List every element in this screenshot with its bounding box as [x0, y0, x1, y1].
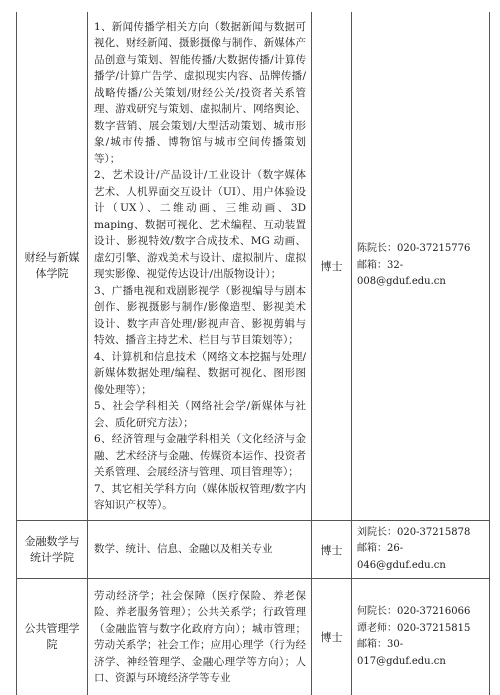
table-row-degree [312, 12, 351, 520]
table-row-majors [94, 521, 306, 578]
column-divider-1 [87, 12, 88, 695]
contact-line: 刘院长：020-37215878 [357, 526, 471, 538]
table-border-right [489, 12, 490, 695]
degree-label: 博士 [320, 260, 343, 273]
degree-label: 博士 [320, 543, 343, 557]
table-row-college [20, 12, 84, 520]
contact-line: 邮箱：30-017@gduf.edu.cn [357, 639, 446, 667]
table-row-majors [94, 12, 306, 520]
major-item: 1、新闻传播学相关方向（数据新闻与数据可视化、财经新闻、摄影摄像与制作、新媒体产品创意与策划、智能传播/大数据传播/计算传播学/计算广告学、虚拟现实内容、品牌传播/战略传播/公关策划/财经公关/投资者关系管理、游戏研究与策划、虚拟制片、网络舆论、数字营销、展会策划/大型活动策划、城市形象/城市传播、博物馆与城市空间传播策划等）； [94, 20, 306, 165]
column-divider-3 [351, 12, 352, 695]
major-item: 5、社会学科相关（网络社会学/新媒体与社会、质化研究方法）； [94, 400, 306, 429]
college-name: 财经与新媒体学院 [24, 251, 80, 280]
contact-line: 邮箱：32-008@gduf.edu.cn [357, 259, 446, 288]
table-row-degree [312, 521, 351, 578]
major-item: 6、经济管理与金融学科相关（文化经济与金融、艺术经济与金融、传媒资本运作、投资者关系管理、会展经济与管理、项目管理等）； [94, 433, 306, 478]
major-item: 3、广播电视和戏剧影视学（影视编导与剧本创作、影视摄影与制作/影像造型、影视美术设计、数字声音处理/影视声音、影视剪辑与特效、播音主持艺术、栏目与节目策划等）； [94, 284, 306, 346]
table-row-contact [357, 12, 489, 520]
major-item: 数学、统计、信息、金融以及相关专业 [94, 543, 273, 556]
table-row-degree [312, 579, 351, 695]
contact-line: 邮箱：26-046@gduf.edu.cn [357, 543, 446, 571]
college-name: 公共管理学院 [24, 622, 80, 651]
major-item: 7、其它相关学科方向（媒体版权管理/数字内容知识产权等）。 [94, 482, 306, 511]
contact-line: 何院长：020-37216066 [357, 606, 471, 617]
table-row-college [20, 579, 84, 695]
contact-line: 谭老师：020-37215815 [357, 622, 471, 634]
table-row-majors [94, 579, 306, 695]
major-item: 劳动经济学；社会保障（医疗保险、养老保险、养老服务管理）；公共关系学；行政管理（金融监管与数字化政府方向）；城市管理；劳动关系学；社会工作；应用心理学（行为经济学、神经管理学、金融心理学等方向）；人口、资源与环境经济学等专业 [94, 589, 306, 684]
degree-label: 博士 [320, 631, 343, 644]
table-row-college [20, 521, 84, 578]
table-border-left [16, 12, 17, 695]
college-name: 金融数学与统计学院 [24, 534, 80, 564]
contact-line: 陈院长：020-37215776 [357, 243, 471, 255]
table-row-contact [357, 579, 489, 695]
table-row-contact [357, 521, 489, 578]
major-item: 4、计算机和信息技术（网络文本挖掘与处理/新媒体数据处理/编程、数据可视化、图形图像处理等）； [94, 350, 306, 396]
major-item: 2、艺术设计/产品设计/工业设计（数字媒体艺术、人机界面交互设计（UI）、用户体验设计（UX）、二维动画、三维动画、3D maping、数据可视化、艺术编程、互动装置设计、影视特效/数字合成技术、MG 动画、虚幻引擎、游戏美术与设计、虚拟制片、虚拟现实影像、视觉传达设计/出版物设计）； [94, 169, 306, 280]
